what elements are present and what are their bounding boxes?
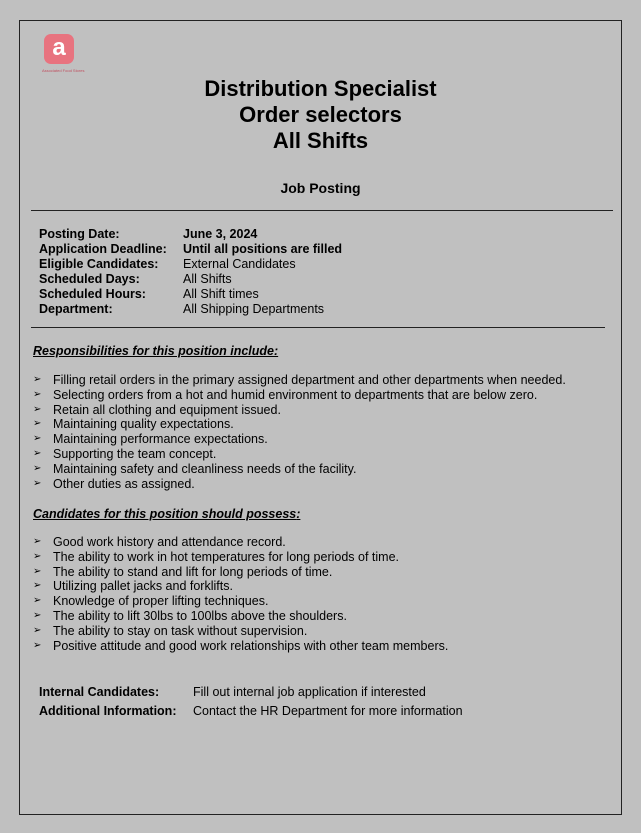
- arrow-bullet-icon: ➢: [33, 609, 42, 621]
- detail-label: Department:: [39, 302, 113, 316]
- list-item: ➢ Selecting orders from a hot and humid environment to departments that are below zero.: [33, 387, 538, 402]
- logo-glyph: a: [52, 34, 66, 61]
- list-item: ➢ Filling retail orders in the primary assigned department and other departments when needed.: [33, 373, 566, 387]
- detail-row: [39, 287, 342, 302]
- arrow-bullet-icon: ➢: [33, 477, 42, 489]
- title-line: Distribution Specialist: [204, 76, 437, 101]
- responsibilities-heading: Responsibilities for this position include:: [33, 344, 279, 358]
- logo-badge-icon: [44, 34, 74, 64]
- arrow-bullet-icon: ➢: [33, 388, 42, 400]
- contact-row: [39, 683, 463, 702]
- detail-value: External Candidates: [183, 257, 296, 271]
- list-item: ➢ Positive attitude and good work relationships with other team members.: [33, 638, 449, 653]
- list-item: ➢ Other duties as assigned.: [33, 476, 195, 491]
- arrow-bullet-icon: ➢: [33, 403, 42, 415]
- detail-row: [39, 302, 342, 317]
- list-item: ➢ Utilizing pallet jacks and forklifts.: [33, 579, 233, 594]
- contact-value: Fill out internal job application if interested: [193, 685, 426, 699]
- arrow-bullet-icon: ➢: [33, 447, 42, 459]
- contact-info: [39, 683, 463, 721]
- detail-row: [39, 272, 342, 287]
- divider: [31, 327, 605, 328]
- list-item: ➢ Retain all clothing and equipment issued.: [33, 402, 281, 417]
- detail-value: All Shipping Departments: [183, 302, 325, 316]
- detail-label: Posting Date:: [39, 227, 120, 241]
- posting-details: [39, 227, 342, 317]
- logo-text: Associated Food Stores: [42, 68, 85, 73]
- list-item: ➢ The ability to work in hot temperatures for long periods of time.: [33, 549, 399, 564]
- detail-label: Scheduled Hours:: [39, 287, 146, 301]
- list-item: ➢ The ability to stand and lift for long periods of time.: [33, 564, 333, 579]
- arrow-bullet-icon: ➢: [33, 550, 42, 562]
- list-item: ➢ Knowledge of proper lifting techniques.: [33, 594, 269, 609]
- detail-value: All Shift times: [183, 287, 259, 301]
- arrow-bullet-icon: ➢: [33, 595, 42, 607]
- detail-label: Eligible Candidates:: [39, 257, 159, 271]
- list-item: ➢ The ability to stay on task without supervision.: [33, 623, 308, 638]
- detail-label: Application Deadline:: [39, 242, 167, 256]
- list-item: ➢ Maintaining safety and cleanliness needs of the facility.: [33, 461, 357, 476]
- arrow-bullet-icon: ➢: [33, 639, 42, 651]
- list-item: ➢ Supporting the team concept.: [33, 446, 217, 461]
- contact-label: Additional Information:: [39, 704, 177, 718]
- job-title: [20, 76, 621, 154]
- arrow-bullet-icon: ➢: [33, 462, 42, 474]
- arrow-bullet-icon: ➢: [33, 565, 42, 577]
- list-item: ➢ Maintaining performance expectations.: [33, 432, 268, 447]
- job-posting-page: [19, 20, 622, 815]
- responsibilities-list: [33, 373, 566, 491]
- company-logo: [42, 34, 88, 73]
- arrow-bullet-icon: ➢: [33, 374, 42, 385]
- job-posting-subtitle: Job Posting: [280, 180, 361, 196]
- arrow-bullet-icon: ➢: [33, 433, 42, 445]
- arrow-bullet-icon: ➢: [33, 580, 42, 592]
- title-line: All Shifts: [272, 128, 369, 153]
- detail-value: June 3, 2024: [183, 227, 258, 241]
- detail-row: [39, 242, 342, 257]
- list-item: ➢ The ability to lift 30lbs to 100lbs above the shoulders.: [33, 608, 347, 623]
- detail-label: Scheduled Days:: [39, 272, 140, 286]
- detail-row: [39, 257, 342, 272]
- arrow-bullet-icon: ➢: [33, 536, 42, 547]
- list-item: ➢ Maintaining quality expectations.: [33, 417, 234, 432]
- contact-row: [39, 702, 463, 721]
- contact-label: Internal Candidates:: [39, 685, 160, 699]
- detail-value: All Shifts: [183, 272, 232, 286]
- detail-value: Until all positions are filled: [183, 242, 343, 256]
- contact-value: Contact the HR Department for more information: [193, 704, 463, 718]
- arrow-bullet-icon: ➢: [33, 624, 42, 636]
- qualifications-list: [33, 535, 448, 653]
- title-line: Order selectors: [239, 102, 402, 127]
- detail-row: [39, 227, 342, 242]
- qualifications-heading: Candidates for this position should possess:: [33, 507, 301, 521]
- arrow-bullet-icon: ➢: [33, 418, 42, 430]
- list-item: ➢ Good work history and attendance record.: [33, 535, 286, 549]
- divider: [31, 210, 613, 211]
